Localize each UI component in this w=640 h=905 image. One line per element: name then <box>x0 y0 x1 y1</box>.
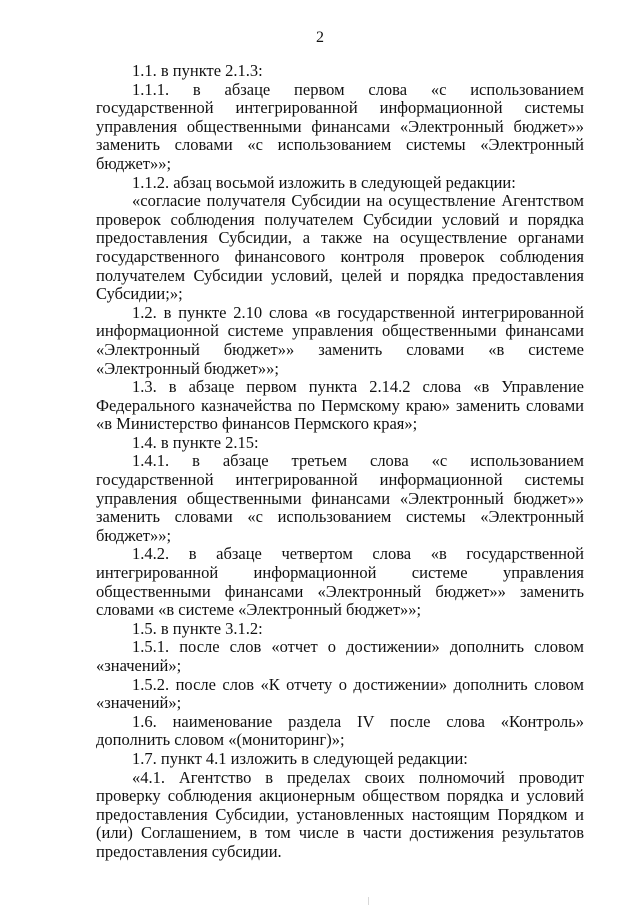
paragraph-1-2: 1.2. в пункте 2.10 слова «в государственной интегрированной информационной системе управления общественными финансами «Электронный бюджет»» заменить словами «в системе «Электронный бюджет»»; <box>96 302 584 378</box>
paragraph-1-1-1: 1.1.1. в абзаце первом слова «с использованием государственной интегрированной информационной системы управления общественными финансами «Электронный бюджет»» заменить словами «с использованием системы «Электронный бюджет»»; <box>96 79 584 173</box>
paragraph-1-6: 1.6. наименование раздела IV после слова «Контроль» дополнить словом «(мониторинг)»; <box>96 711 584 750</box>
paragraph-1-4-2: 1.4.2. в абзаце четвертом слова «в государственной интегрированной информационной системе управления общественными финансами «Электронный бюджет»» заменить словами «в системе «Электронный бюджет»»; <box>96 544 584 620</box>
paragraph-1-1-2: 1.1.2. абзац восьмой изложить в следующей редакции: <box>132 172 516 192</box>
paragraph-quoted-consent: «согласие получателя Субсидии на осуществление Агентством проверок соблюдения получателем Субсидии условий и порядка предоставления Субсидии, а также на осуществление органами государственного финансового контроля проверок соблюдения получателем Субсидии условий, целей и порядка предоставления Субсидии;»; <box>96 191 584 304</box>
paragraph-1-5: 1.5. в пункте 3.1.2: <box>132 618 263 638</box>
paragraph-1-7: 1.7. пункт 4.1 изложить в следующей редакции: <box>132 748 468 768</box>
scan-divider-mark <box>368 897 369 905</box>
paragraph-1-4-1: 1.4.1. в абзаце третьем слова «с использованием государственной интегрированной информационной системы управления общественными финансами «Электронный бюджет»» заменить словами «с использованием системы «Электронный бюджет»»; <box>96 451 584 545</box>
paragraph-4-1-quoted: «4.1. Агентство в пределах своих полномочий проводит проверку соблюдения акционерным обществом порядка и условий предоставления Субсидии, установленных настоящим Порядком и (или) Соглашением, в том числе в части достижения результатов предоставления субсидии. <box>96 767 584 861</box>
paragraph-1-3: 1.3. в абзаце первом пункта 2.14.2 слова «в Управление Федерального казначейства по Пермскому краю» заменить словами «в Министерство финансов Пермского края»; <box>96 377 584 434</box>
paragraph-1-4: 1.4. в пункте 2.15: <box>132 432 259 452</box>
paragraph-1-5-2: 1.5.2. после слов «К отчету о достижении» дополнить словом «значений»; <box>96 674 584 713</box>
page-number: 2 <box>316 29 324 46</box>
paragraph-1-1: 1.1. в пункте 2.1.3: <box>132 61 263 80</box>
paragraph-1-5-1: 1.5.1. после слов «отчет о достижении» дополнить словом «значений»; <box>96 637 584 675</box>
document-body <box>96 62 584 862</box>
